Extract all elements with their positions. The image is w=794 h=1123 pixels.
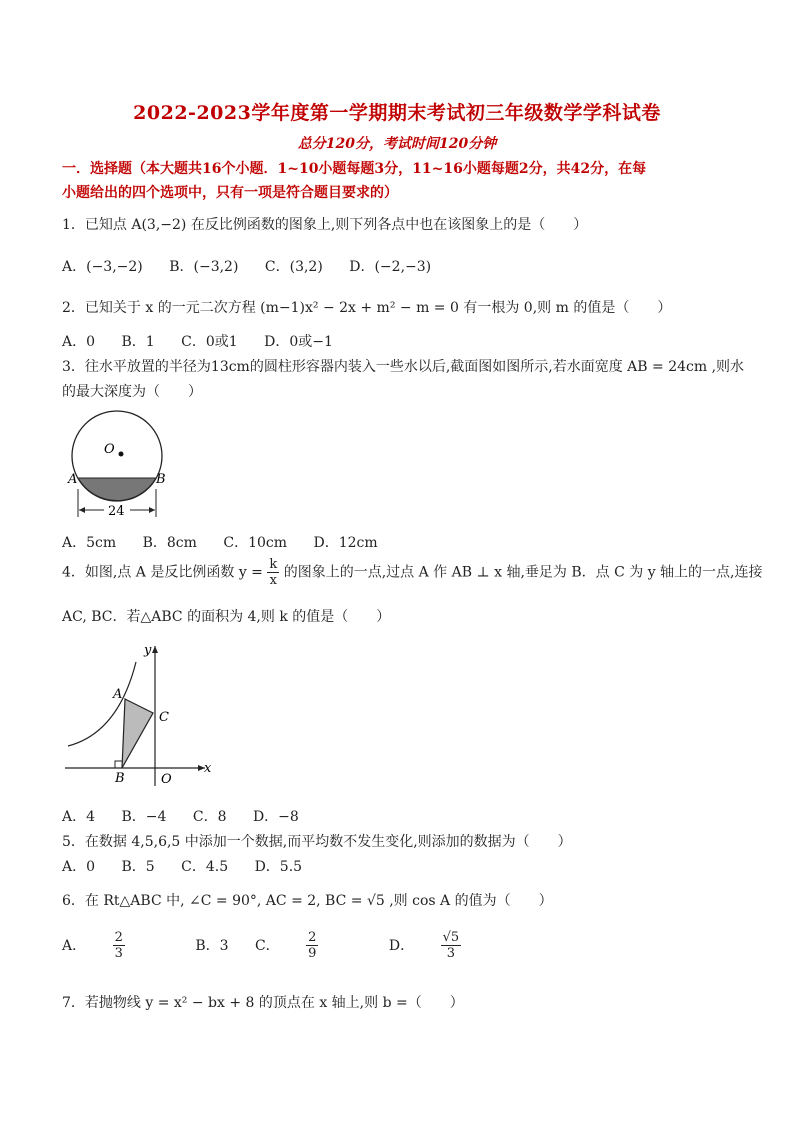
label-origin: O: [161, 772, 172, 787]
question-5-options: [62, 856, 324, 876]
q2-option-a[interactable]: A．0: [62, 334, 96, 350]
q2-option-d[interactable]: D．0或−1: [264, 334, 333, 350]
q6-option-a-letter: A．: [62, 937, 87, 954]
q6-option-d-letter: D．: [388, 937, 415, 954]
circle-water-figure: [60, 405, 180, 523]
dimension-arrow-left: [79, 507, 85, 513]
q6-option-c-fraction: [306, 930, 340, 961]
q3-option-c[interactable]: C．10cm: [223, 535, 288, 551]
label-point-a: A: [113, 687, 123, 702]
q5-option-c[interactable]: C．4.5: [181, 859, 229, 875]
q6-option-a[interactable]: [62, 930, 173, 961]
section-heading-line1: 一．选择题（本大题共16个小题．1~10小题每题3分，11~16小题每题2分，共42分，在每: [62, 161, 647, 177]
q4-fraction: [267, 557, 279, 588]
label-o: O: [104, 442, 115, 457]
question-4-stem-line2: AC, BC．若△ABC 的面积为 4,则 k 的值是（ ）: [62, 609, 391, 625]
page-title: 2022-2023学年度第一学期期末考试初三年级数学学科试卷: [133, 102, 661, 124]
label-b: B: [156, 472, 166, 487]
question-3-stem-line2: 的最大深度为（ ）: [62, 384, 202, 400]
right-angle-mark: [115, 761, 122, 768]
label-a: A: [68, 472, 78, 487]
q2-option-b[interactable]: B．1: [121, 334, 155, 350]
q6-c-num: 2: [308, 930, 317, 945]
question-3-stem-line1: 3．往水平放置的半径为13cm的圆柱形容器内装入一些水以后,截面图如图所示,若水面宽度 AB = 24cm ,则水: [62, 359, 745, 375]
q6-a-den: 3: [114, 946, 123, 961]
q6-a-num: 2: [114, 930, 123, 945]
question-1-options: [62, 256, 453, 276]
q1-option-d[interactable]: D．(−2,−3): [349, 259, 432, 275]
label-x: x: [204, 761, 212, 776]
y-axis-arrow: [152, 646, 158, 653]
question-4-stem-line1: [62, 557, 763, 588]
q6-option-c-letter: C．: [254, 937, 280, 954]
section-heading-line2: 小题给出的四个选项中，只有一项是符合题目要求的）: [62, 185, 398, 201]
q4-option-d[interactable]: D．−8: [252, 809, 299, 825]
q3-option-b[interactable]: B．8cm: [142, 535, 197, 551]
page-subtitle: 总分120分，考试时间120分钟: [297, 136, 497, 152]
q6-c-den: 9: [308, 946, 317, 961]
label-y: y: [144, 643, 152, 658]
q6-option-d[interactable]: [388, 930, 505, 961]
q5-option-b[interactable]: B．5: [121, 859, 155, 875]
q4-stem-part1: 4．如图,点 A 是反比例函数 y =: [62, 564, 263, 581]
hyperbola-figure: [60, 638, 220, 788]
question-4-options: [62, 806, 321, 826]
q4-option-a[interactable]: A．4: [62, 809, 96, 825]
q1-option-b[interactable]: B．(−3,2): [169, 259, 239, 275]
triangle-abc: [122, 699, 153, 768]
center-point: [119, 452, 124, 457]
water-segment: [78, 478, 156, 501]
question-7-stem: 7．若抛物线 y = x² − bx + 8 的顶点在 x 轴上,则 b =（ ）: [62, 995, 464, 1011]
dimension-arrow-right: [149, 507, 155, 513]
q6-d-num: √5: [442, 930, 460, 945]
dimension-label: 24: [108, 504, 125, 519]
label-point-b: B: [115, 771, 125, 786]
label-point-c: C: [159, 710, 169, 725]
q6-option-a-fraction: [113, 930, 147, 961]
q2-option-c[interactable]: C．0或1: [181, 334, 238, 350]
q4-option-b[interactable]: B．−4: [121, 809, 167, 825]
question-5-stem: 5．在数据 4,5,6,5 中添加一个数据,而平均数不发生变化,则添加的数据为（ ）: [62, 834, 572, 850]
q4-fraction-num: k: [269, 557, 278, 572]
q3-option-d[interactable]: D．12cm: [313, 535, 378, 551]
question-2-options: [62, 331, 355, 351]
q6-option-c[interactable]: [254, 930, 367, 961]
question-2-stem: 2．已知关于 x 的一元二次方程 (m−1)x² − 2x + m² − m = 0 有一根为 0,则 m 的值是（ ）: [62, 300, 672, 316]
question-1-stem: 1．已知点 A(3,−2) 在反比例函数的图象上,则下列各点中也在该图象上的是（ ）: [62, 217, 588, 233]
question-3-options: [62, 532, 400, 552]
q5-option-a[interactable]: A．0: [62, 859, 96, 875]
q4-option-c[interactable]: C．8: [192, 809, 227, 825]
q1-option-c[interactable]: C．(3,2): [264, 259, 323, 275]
question-6-options: [62, 930, 527, 961]
q1-option-a[interactable]: A．(−3,−2): [62, 259, 143, 275]
q6-option-d-fraction: [441, 930, 484, 961]
question-6-stem: 6．在 Rt△ABC 中, ∠C = 90°, AC = 2, BC = √5 ,则 cos A 的值为（ ）: [62, 893, 553, 909]
q6-d-den: 3: [446, 946, 455, 961]
q4-fraction-den: x: [269, 573, 277, 588]
q3-option-a[interactable]: A．5cm: [62, 535, 117, 551]
q4-stem-part2: 的图象上的一点,过点 A 作 AB ⊥ x 轴,垂足为 B．点 C 为 y 轴上的一点,连接: [283, 564, 763, 581]
q6-option-b[interactable]: B．3: [195, 937, 229, 954]
q5-option-d[interactable]: D．5.5: [254, 859, 303, 875]
